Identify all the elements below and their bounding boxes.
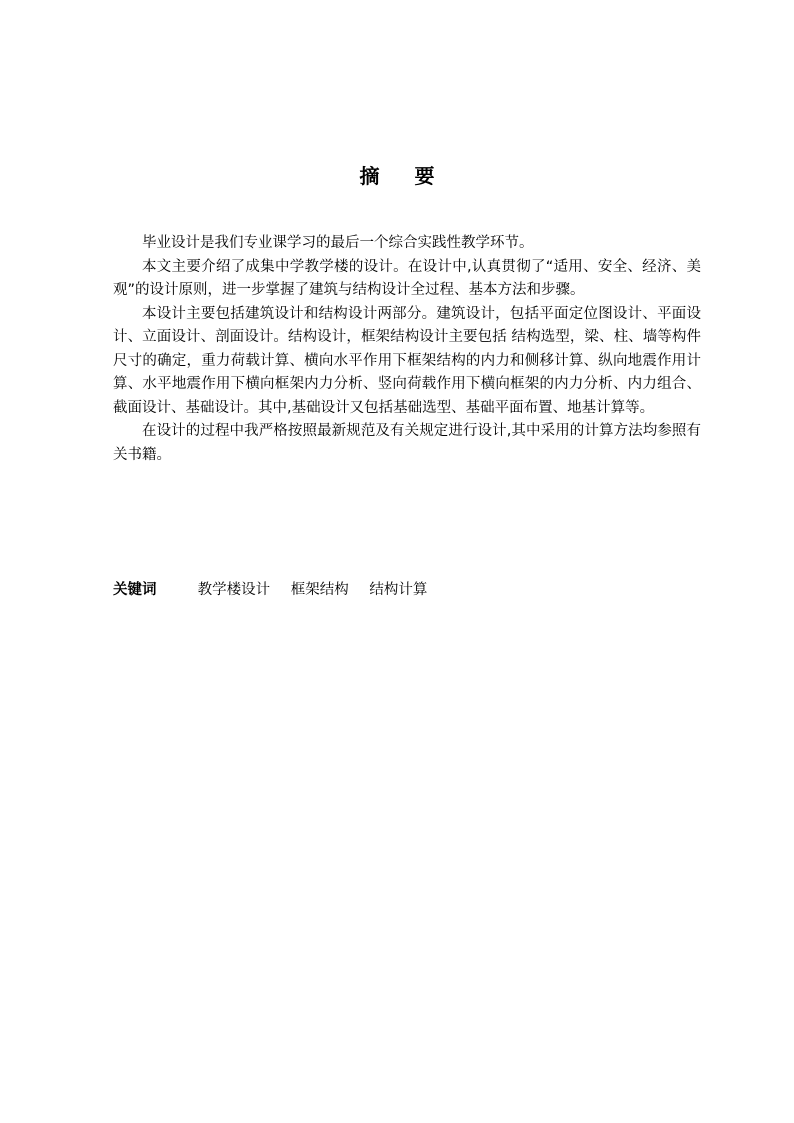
keywords-label: 关键词 bbox=[113, 582, 157, 598]
abstract-paragraph-1: 毕业设计是我们专业课学习的最后一个综合实践性教学环节。 bbox=[142, 235, 534, 251]
keywords-line bbox=[113, 578, 443, 602]
keyword-item: 结构计算 bbox=[369, 582, 428, 598]
keyword-item: 教学楼设计 bbox=[197, 582, 271, 598]
abstract-paragraph-3: 本设计主要包括建筑设计和结构设计两部分。建筑设计，包括平面定位图设计、平面设计、立面设计、剖面设计。结构设计，框架结构设计主要包括 结构选型，梁、柱、墙等构件尺寸的确定，重力荷载计算、横向水平作用下框架结构的内力和侧移计算、纵向地震作用计算、水平地震作用下横向框架内力分析、竖向荷载作用下横向框架的内力分析、内力组合、截面设计、基础设计。其中,基础设计又包括基础选型、基础平面布置、地基计算等。 bbox=[113, 305, 701, 416]
abstract-body bbox=[113, 232, 701, 467]
keyword-item: 框架结构 bbox=[290, 582, 349, 598]
abstract-title: 摘 要 bbox=[359, 164, 449, 188]
abstract-paragraph-4: 在设计的过程中我严格按照最新规范及有关规定进行设计,其中采用的计算方法均参照有关书籍。 bbox=[113, 423, 701, 463]
abstract-paragraph-2: 本文主要介绍了成集中学教学楼的设计。在设计中,认真贯彻了“适用、安全、经济、美观”的设计原则，进一步掌握了建筑与结构设计全过程、基本方法和步骤。 bbox=[113, 258, 701, 298]
